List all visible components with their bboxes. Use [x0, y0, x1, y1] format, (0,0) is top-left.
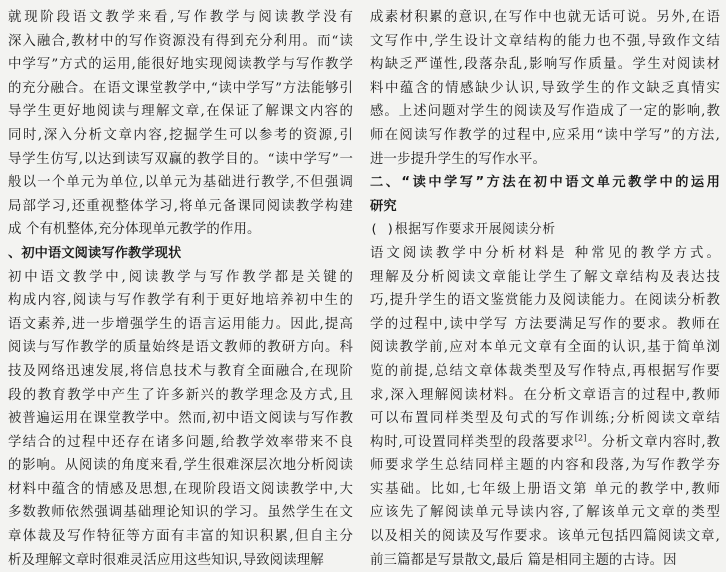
text-line: 材料中蕴含的情感及思想,在现阶段语文阅读教学中,大	[8, 481, 353, 497]
text-line: 实基础。比如,七年级上册语文第 单元的教学中,教师	[370, 481, 720, 497]
left-text-column	[8, 6, 353, 572]
text-line: 段的教育教学中产生了许多新兴的教学理念及方式,且	[8, 387, 353, 403]
text-line: 求,深入理解阅读材料。在分析文章语言的过程中,教师	[370, 387, 720, 403]
subsection-heading: ( )根据写作要求开展阅读分析	[370, 222, 556, 238]
text-line: 以及相关的阅读及写作要求。该单元包括四篇阅读文章,	[370, 529, 720, 545]
text-line: 阅读教学前,应对本单元文章有全面的认识,基于简单浏	[370, 340, 720, 356]
text-line: 构成内容,阅读与写作教学有利于更好地培养初中生的	[8, 293, 353, 309]
text-line: 构缺乏严谨性,段落杂乱,影响写作质量。学生对阅读材	[370, 57, 720, 73]
text-line: 料中蕴含的情感缺少认识,导致学生的作文缺乏真情实	[370, 80, 720, 96]
text-line: 析及理解文章时很难灵活应用这些知识,导致阅读理解	[8, 552, 324, 568]
text-line: 应该先了解阅读单元导读内容,了解该单元文章的类型	[370, 505, 720, 521]
text-line: 就现阶段语文教学来看,写作教学与阅读教学没有	[8, 10, 353, 25]
text-line: 学的过程中,读中学写 方法要满足写作的要求。教师在	[370, 316, 720, 332]
text-line: 技及网络迅速发展,将信息技术与教育全面融合,在现阶	[8, 363, 353, 379]
text-line: 理解及分析阅读文章能让学生了解文章结构及表达技	[370, 269, 720, 285]
text-line: 成 个有机整体,充分体现单元教学的作用。	[8, 222, 261, 238]
text-line: 导学生仿写,以达到读写双赢的教学目的。“读中学写”一	[8, 151, 353, 167]
text-line: 成素材积累的意识,在写作中也就无话可说。另外,在语	[370, 10, 720, 25]
text-line: 初中语文教学中,阅读教学与写作教学都是关键的	[8, 269, 353, 285]
text-line: 语文素养,进一步增强学生的语言运用能力。因此,提高	[8, 316, 353, 332]
text-line: 阅读与写作教学的质量始终是语文教师的教研方向。科	[8, 340, 353, 356]
text-line: 导学生更好地阅读与理解文章,在保证了解课文内容的	[8, 104, 353, 120]
text-line: 被普遍运用在课堂教学中。然而,初中语文阅读与写作教	[8, 411, 353, 427]
text-line: 进一步提升学生的写作水平。	[370, 151, 547, 167]
section-heading: 、初中语文阅读写作教学现状	[8, 245, 182, 261]
text-line: 前三篇都是写景散文,最后 篇是相同主题的古诗。因	[370, 552, 677, 568]
text-line: 局部学习,还重视整体学习,将单元备课同阅读教学构建	[8, 198, 353, 214]
text-line: 巧,提升学生的语文鉴赏能力及阅读能力。在阅读分析教	[370, 293, 720, 309]
text-line: 师要求学生总结同样主题的内容和段落,为写作教学夯	[370, 458, 720, 474]
text-line: 多数教师依然强调基础理论知识的学习。虽然学生在文	[8, 505, 353, 521]
text-line: 构时,可设置同样类型的段落要求[2]。分析文章内容时,教	[370, 433, 720, 450]
section-heading: 研究	[370, 198, 397, 214]
text-line: 可以布置同样类型及句式的写作训练;分析阅读文章结	[370, 411, 720, 427]
text-line: 语文阅读教学中分析材料是 种常见的教学方式。	[370, 245, 720, 261]
text-line: 中学写”方式的运用,能很好地实现阅读教学与写作教学	[8, 57, 353, 73]
text-line: 文写作中,学生设计文章结构的能力也不强,导致作文结	[370, 33, 720, 49]
text-line: 章体裁及写作特征等方面有丰富的知识积累,但自主分	[8, 529, 353, 545]
text-line: 的充分融合。在语文课堂教学中,“读中学写”方法能够引	[8, 80, 353, 96]
text-line: 感。上述问题对学生的阅读及写作造成了一定的影响,教	[370, 104, 720, 120]
text-line: 师在阅读写作教学的过程中,应采用“读中学写”的方法,	[370, 127, 720, 143]
text-line: 般以一个单元为单位,以单元为基础进行教学,不但强调	[8, 175, 353, 191]
text-line: 同时,深入分析文章内容,挖掘学生可以参考的资源,引	[8, 127, 353, 143]
text-line: 的影响。从阅读的角度来看,学生很难深层次地分析阅读	[8, 458, 353, 474]
text-line: 览的前提,总结文章体裁类型及写作特点,再根据写作要	[370, 363, 720, 379]
text-line: 深入融合,教材中的写作资源没有得到充分利用。而“读	[8, 33, 353, 49]
right-text-column	[370, 6, 720, 572]
text-line: 学结合的过程中还存在诸多问题,给教学效率带来不良	[8, 434, 353, 450]
section-heading: 二、“读中学写”方法在初中语文单元教学中的运用	[370, 175, 720, 191]
